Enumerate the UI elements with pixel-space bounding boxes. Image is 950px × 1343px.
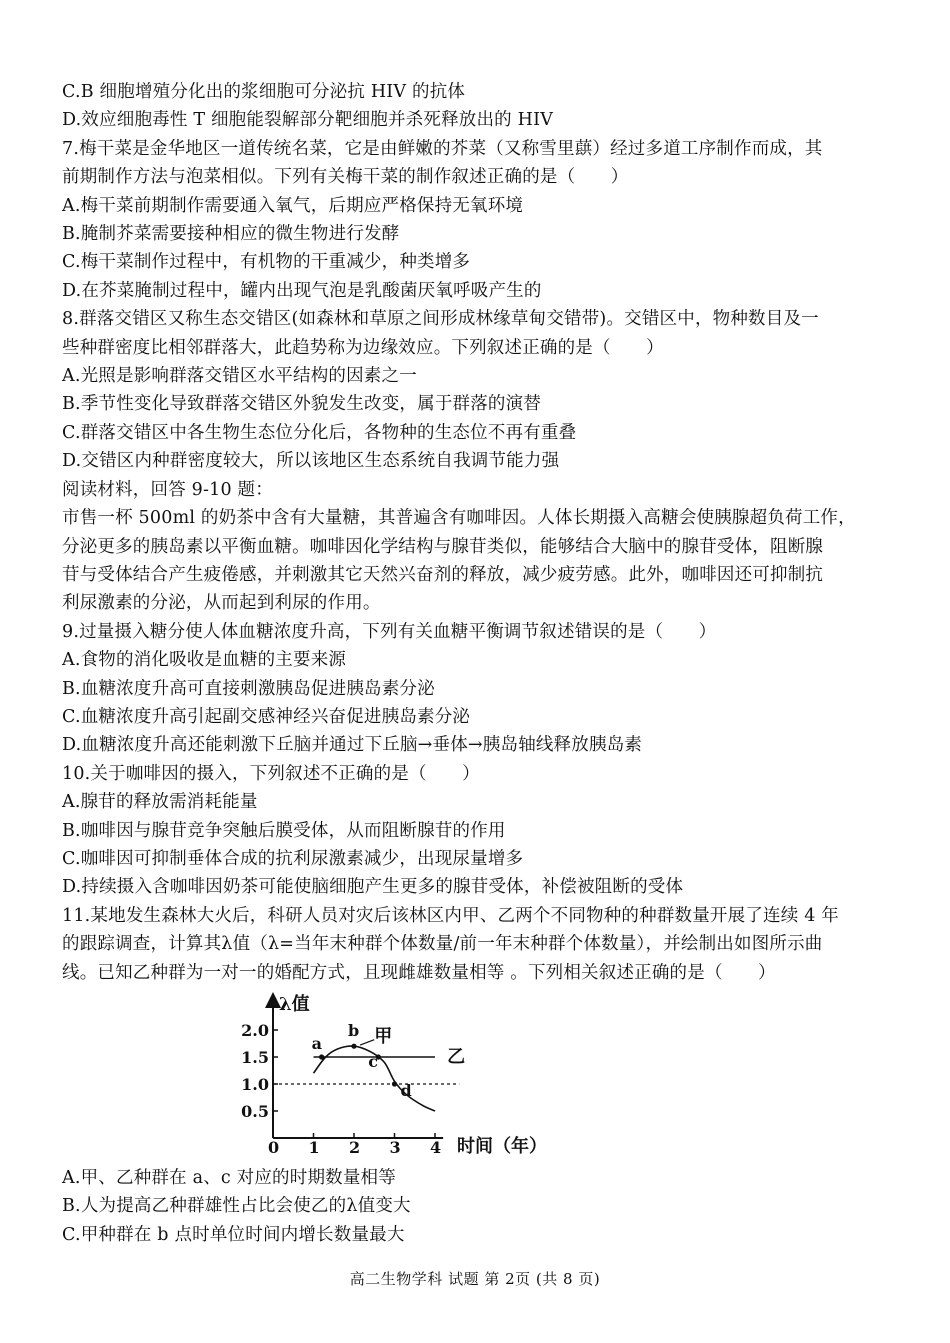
options-after-chart [62,1164,892,1249]
text-line: B.人为提高乙种群雄性占比会使乙的λ值变大 [62,1196,411,1217]
text-line: B.腌制芥菜需要接种相应的微生物进行发酵 [62,224,400,245]
text-line: C.甲种群在 b 点时单位时间内增长数量最大 [62,1224,405,1245]
text-line: D.在芥菜腌制过程中，罐内出现气泡是乳酸菌厌氧呼吸产生的 [62,280,542,301]
page-footer: 高二生物学科 试题 第 2页 (共 8 页) [349,1270,601,1288]
text-line: A.光照是影响群落交错区水平结构的因素之一 [62,366,417,387]
x-tick-label: 4 [430,1138,442,1157]
text-line: B.血糖浓度升高可直接刺激胰岛促进胰岛素分泌 [62,678,435,699]
x-axis-title: 时间（年） [457,1136,547,1157]
text-line: C.咖啡因可抑制垂体合成的抗利尿激素减少，出现尿量增多 [62,848,524,869]
series-label-jia: 甲 [374,1025,393,1047]
text-line: 苷与受体结合产生疲倦感，并刺激其它天然兴奋剂的释放，减少疲劳感。此外，咖啡因还可抑制抗 [62,564,824,585]
text-line: D.交错区内种群密度较大，所以该地区生态系统自我调节能力强 [62,451,560,472]
y-tick-label: 1.5 [241,1048,269,1067]
lambda-chart [225,992,570,1164]
y-axis-title: λ值 [279,994,310,1015]
point-label-b: b [348,1021,360,1041]
text-line: 利尿激素的分泌，从而起到利尿的作用。 [62,593,381,614]
text-line: B.咖啡因与腺苷竞争突触后膜受体，从而阻断腺苷的作用 [62,820,506,841]
text-line: A.食物的消化吸收是血糖的主要来源 [62,650,347,671]
text-line: A.梅干菜前期制作需要通入氧气，后期应严格保持无氧环境 [62,195,524,216]
x-tick-label: 3 [389,1138,401,1157]
y-tick-label: 2.0 [241,1021,269,1040]
x-tick-label: 1 [308,1138,320,1157]
point-b [351,1044,356,1049]
text-line: C.血糖浓度升高引起副交感神经兴奋促进胰岛素分泌 [62,706,471,727]
text-line: 8.群落交错区又称生态交错区(如森林和草原之间形成林缘草甸交错带)。交错区中，物种数目及一 [62,309,819,330]
point-d [392,1081,397,1086]
text-line: 阅读材料，回答 9-10 题： [62,479,273,500]
text-line: 的跟踪调查，计算其λ值（λ=当年末种群个体数量/前一年末种群个体数量），并绘制出如图所示曲 [62,934,823,955]
text-line: A.甲、乙种群在 a、c 对应的时期数量相等 [62,1168,396,1188]
series-label-yi: 乙 [447,1046,466,1068]
y-tick-label: 0.5 [241,1102,269,1121]
text-line: 11.某地发生森林大火后，科研人员对灾后该林区内甲、乙两个不同物种的种群数量开展了连续 4 年 [62,905,839,926]
point-label-d: d [400,1081,412,1100]
text-line: 分泌更多的胰岛素以平衡血糖。咖啡因化学结构与腺苷类似，能够结合大脑中的腺苷受体，阻断腺 [62,536,824,557]
text-line: C.B 细胞增殖分化出的浆细胞可分泌抗 HIV 的抗体 [62,82,466,102]
x-tick-label: 2 [349,1138,361,1157]
text-line: D.效应细胞毒性 T 细胞能裂解部分靶细胞并杀死释放出的 HIV [62,110,554,131]
text-line: 前期制作方法与泡菜相似。下列有关梅干菜的制作叙述正确的是（ ） [62,167,629,188]
text-line: A.腺苷的释放需消耗能量 [62,792,258,813]
y-tick-label: 1.0 [241,1075,269,1094]
text-line: B.季节性变化导致群落交错区外貌发生改变，属于群落的演替 [62,394,542,415]
point-label-c: c [368,1052,379,1071]
text-line: 些种群密度比相邻群落大，此趋势称为边缘效应。下列叙述正确的是（ ） [62,337,664,358]
text-line: 7.梅干菜是金华地区一道传统名菜，它是由鲜嫩的芥菜（又称雪里蕻）经过多道工序制作而成，其 [62,138,823,159]
text-line: C.梅干菜制作过程中，有机物的干重减少，种类增多 [62,252,471,273]
point-a [319,1054,324,1059]
text-line: 市售一杯 500ml 的奶茶中含有大量糖，其普遍含有咖啡因。人体长期摄入高糖会使胰腺超负荷工作， [62,508,856,529]
text-line: D.血糖浓度升高还能刺激下丘脑并通过下丘脑→垂体→胰岛轴线释放胰岛素 [62,735,643,756]
text-line: 10.关于咖啡因的摄入，下列叙述不正确的是（ ） [62,763,480,784]
question-text-block [62,78,892,987]
text-line: 9.过量摄入糖分使人体血糖浓度升高，下列有关血糖平衡调节叙述错误的是（ ） [62,621,717,642]
series-label-jia-leader [360,1040,374,1045]
point-label-a: a [311,1034,322,1053]
text-line: C.群落交错区中各生物生态位分化后，各物种的生态位不再有重叠 [62,422,577,443]
x-tick-label: 0 [268,1138,280,1157]
text-line: 线。已知乙种群为一对一的婚配方式，且现雌雄数量相等 。下列相关叙述正确的是（ ） [62,962,776,983]
text-line: D.持续摄入含咖啡因奶茶可能使脑细胞产生更多的腺苷受体，补偿被阻断的受体 [62,877,684,898]
